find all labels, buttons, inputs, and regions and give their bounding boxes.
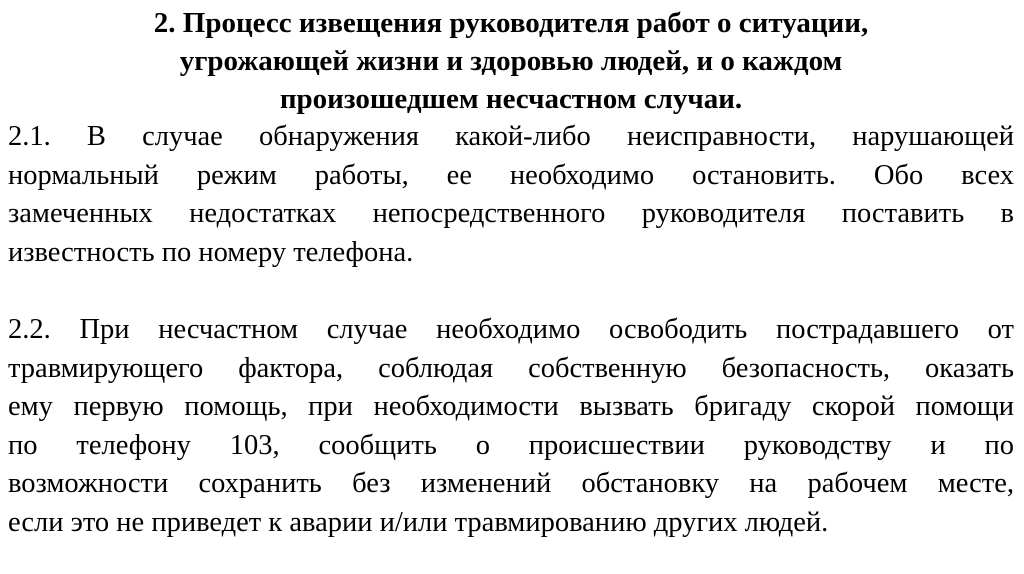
paragraph-line: возможности сохранить без изменений обстановку на рабочем месте, <box>8 468 1014 500</box>
paragraph-line: известность по номеру телефона. <box>8 236 414 268</box>
paragraph-line: 2.2. При несчастном случае необходимо освободить пострадавшего от <box>8 313 1014 345</box>
paragraph-line: замеченных недостатках непосредственного руководителя поставить в <box>8 198 1014 230</box>
title-line: угрожающей жизни и здоровью людей, и о каждом <box>179 45 843 77</box>
paragraph-line: по телефону 103, сообщить о происшествии руководству и по <box>8 429 1014 461</box>
title-line: произошедшем несчастном случаи. <box>279 83 743 115</box>
paragraph-line: ему первую помощь, при необходимости вызвать бригаду скорой помощи <box>8 391 1014 423</box>
slide-title <box>8 4 1014 118</box>
paragraph-spacer <box>8 272 1014 311</box>
paragraph-2-2 <box>8 311 1014 543</box>
paragraph-line: травмирующего фактора, соблюдая собственную безопасность, оказать <box>8 352 1014 384</box>
paragraph-2-1 <box>8 118 1014 272</box>
paragraph-line: если это не приведет к аварии и/или травмированию других людей. <box>8 506 829 538</box>
paragraph-line: нормальный режим работы, ее необходимо остановить. Обо всех <box>8 159 1014 191</box>
title-line: 2. Процесс извещения руководителя работ о ситуации, <box>153 7 869 39</box>
paragraph-line: 2.1. В случае обнаружения какой-либо неисправности, нарушающей <box>8 121 1014 152</box>
